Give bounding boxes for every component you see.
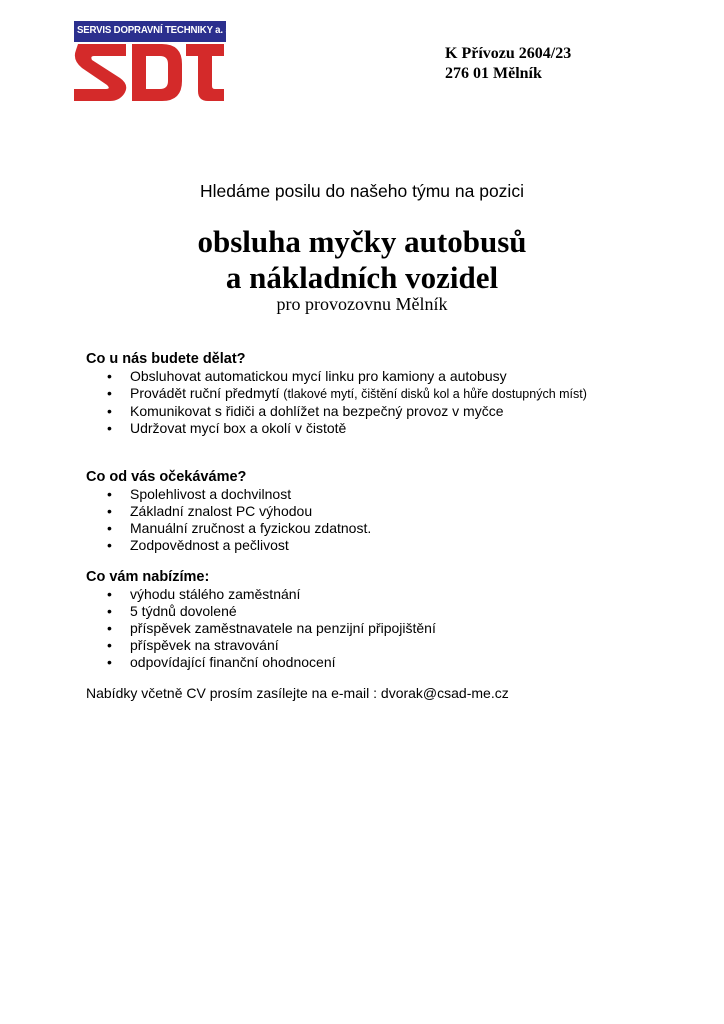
job-title: [0, 224, 724, 296]
list-item-text: Udržovat mycí box a okolí v čistotě: [130, 420, 347, 436]
logo-banner: [74, 21, 234, 42]
bullet-icon: •: [107, 385, 112, 401]
bullet-icon: •: [107, 637, 112, 653]
section-heading: Co u nás budete dělat?: [86, 351, 246, 367]
list-item: [86, 603, 436, 620]
section-heading: Co od vás očekáváme?: [86, 469, 247, 485]
list-item: [86, 586, 436, 603]
job-location: pro provozovnu Mělník: [276, 294, 448, 314]
contact-line: [86, 685, 509, 701]
list-item-text: odpovídající finanční ohodnocení: [130, 654, 336, 670]
bullet-icon: •: [107, 420, 112, 436]
list-item: [86, 503, 371, 520]
logo-letter-t: [186, 44, 224, 101]
list-item-text: 5 týdnů dovolené: [130, 603, 237, 619]
list-item-note: (tlakové mytí, čištění disků kol a hůře dostupných míst): [283, 387, 587, 401]
job-title-line-1: obsluha myčky autobusů: [197, 224, 527, 259]
list-item: [86, 368, 587, 385]
list-item-text: Zodpovědnost a pečlivost: [130, 537, 289, 553]
contact-text: Nabídky včetně CV prosím zasílejte na e-mail :: [86, 685, 381, 701]
logo-banner-text: SERVIS DOPRAVNÍ TECHNIKY a. s.: [77, 24, 234, 36]
section-benefits: [86, 568, 436, 671]
list-item-text: Komunikovat s řidiči a dohlížet na bezpečný provoz v myčce: [130, 403, 504, 419]
list-item-text: Obsluhovat automatickou mycí linku pro kamiony a autobusy: [130, 368, 507, 384]
bullet-icon: •: [107, 486, 112, 502]
bullet-icon: •: [107, 520, 112, 536]
job-title-line-2: a nákladních vozidel: [225, 260, 499, 295]
section-requirements: [86, 468, 371, 554]
list-item: [86, 403, 587, 420]
bullet-icon: •: [107, 403, 112, 419]
bullet-icon: •: [107, 503, 112, 519]
bullet-icon: •: [107, 603, 112, 619]
bullet-icon: •: [107, 537, 112, 553]
list-item-text: příspěvek zaměstnavatele na penzijní připojištění: [130, 620, 436, 636]
logo-letter-s: [74, 44, 126, 101]
bullet-icon: •: [107, 620, 112, 636]
list-item: [86, 637, 436, 654]
list-item: [86, 486, 371, 503]
list-item-text: výhodu stálého zaměstnání: [130, 586, 301, 602]
logo-letter-d: [132, 44, 182, 101]
address-street: K Přívozu 2604/23: [445, 45, 572, 62]
contact-email-link[interactable]: dvorak@csad-me.cz: [380, 685, 509, 701]
list-item-text: Základní znalost PC výhodou: [130, 503, 313, 519]
bullet-icon: •: [107, 368, 112, 384]
list-item: [86, 537, 371, 554]
list-item-text: Manuální zručnost a fyzickou zdatnost.: [130, 520, 372, 536]
list-item-text: příspěvek na stravování: [130, 637, 279, 653]
address-city: 276 01 Mělník: [445, 65, 542, 82]
intro-text: Hledáme posilu do našeho týmu na pozici: [200, 181, 524, 201]
bullet-icon: •: [107, 654, 112, 670]
list-item: [86, 520, 371, 537]
company-logo: [74, 21, 234, 103]
list-item: [86, 620, 436, 637]
list-item: [86, 420, 587, 437]
bullet-icon: •: [107, 586, 112, 602]
company-address: [445, 44, 571, 84]
duties-list: [86, 368, 587, 437]
list-item-text: Spolehlivost a dochvilnost: [130, 486, 292, 502]
list-item: [86, 385, 587, 403]
list-item: [86, 654, 436, 671]
list-item-text: Provádět ruční předmytí: [130, 385, 284, 401]
section-duties: [86, 350, 587, 437]
logo-letters-graphic: [74, 42, 226, 103]
section-heading: Co vám nabízíme:: [86, 569, 210, 585]
requirements-list: [86, 486, 371, 554]
benefits-list: [86, 586, 436, 671]
